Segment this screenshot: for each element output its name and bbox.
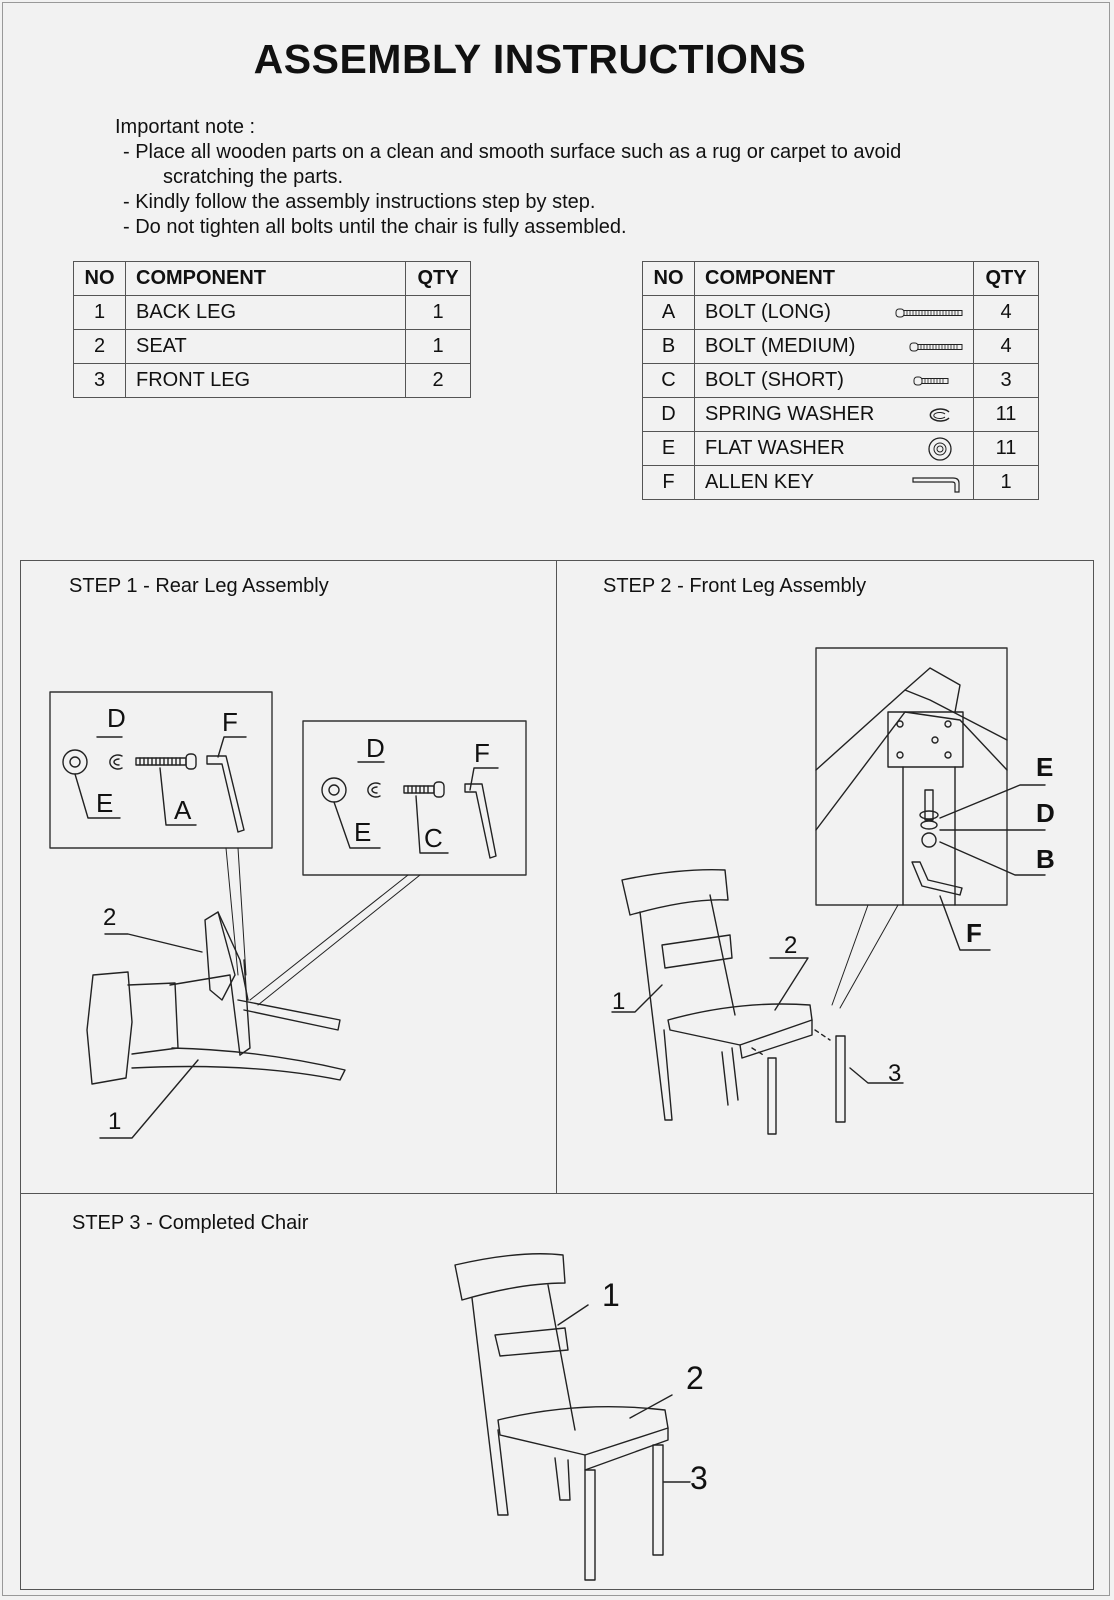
leader-line: [558, 1305, 588, 1325]
component-name: ALLEN KEY: [705, 471, 814, 493]
zoom-line: [832, 905, 898, 1008]
leader-line: [940, 842, 1045, 875]
step2-title: STEP 2 - Front Leg Assembly: [603, 575, 867, 597]
label-d: D: [1036, 798, 1055, 828]
label-f: F: [222, 707, 238, 737]
cell-component: BACK LEG: [126, 296, 406, 330]
cell-component: SEAT: [126, 330, 406, 364]
note-line: scratching the parts.: [163, 166, 344, 188]
cell-no: 2: [74, 330, 126, 364]
step2-chair-illustration: [622, 870, 845, 1134]
cell-no: 3: [74, 364, 126, 398]
label-part-3: 3: [690, 1460, 708, 1496]
cell-qty: 11: [974, 432, 1039, 466]
leader-line: [940, 896, 990, 950]
leader-line: [940, 785, 1045, 818]
note-line: - Place all wooden parts on a clean and smooth surface such as a rug or carpet to avoid: [123, 141, 902, 163]
cell-qty: 1: [406, 330, 471, 364]
step1-chair-illustration: [87, 848, 420, 1084]
label-c: C: [424, 823, 443, 853]
cell-qty: 1: [406, 296, 471, 330]
label-part-3: 3: [888, 1060, 902, 1087]
cell-no: C: [643, 364, 695, 398]
label-d: D: [366, 733, 385, 763]
flat-washer-icon: [322, 778, 346, 802]
header-component: COMPONENT: [126, 262, 406, 296]
header-no: NO: [643, 262, 695, 296]
step1-detail-box-right: [303, 721, 526, 875]
leader-line: [218, 737, 246, 757]
label-part-1: 1: [612, 988, 626, 1015]
spring-washer-icon: [368, 783, 380, 797]
cell-qty: 2: [406, 364, 471, 398]
spring-washer-icon: [110, 755, 122, 769]
label-e: E: [354, 817, 372, 847]
leader-line: [470, 768, 498, 790]
label-e: E: [96, 788, 114, 818]
allen-key-icon: [207, 756, 244, 832]
cell-qty: 3: [974, 364, 1039, 398]
label-part-1: 1: [108, 1108, 122, 1135]
label-e: E: [1036, 752, 1054, 782]
cell-qty: 11: [974, 398, 1039, 432]
step2-detail-box: [816, 648, 1045, 950]
leader-line: [105, 934, 202, 952]
label-f: F: [966, 918, 982, 948]
component-name: SPRING WASHER: [705, 403, 875, 425]
cell-no: B: [643, 330, 695, 364]
cell-qty: 4: [974, 330, 1039, 364]
label-part-2: 2: [784, 932, 798, 959]
step3-chair-illustration: [455, 1254, 668, 1580]
cell-no: F: [643, 466, 695, 500]
page-title: ASSEMBLY INSTRUCTIONS: [253, 36, 807, 82]
component-name: FLAT WASHER: [705, 437, 845, 459]
step1-detail-box-left: [50, 692, 272, 848]
cell-component: FRONT LEG: [126, 364, 406, 398]
label-b: B: [1036, 844, 1055, 874]
label-f: F: [474, 738, 490, 768]
header-qty: QTY: [974, 262, 1039, 296]
header-no: NO: [74, 262, 126, 296]
header-qty: QTY: [406, 262, 471, 296]
note-line: - Kindly follow the assembly instructions step by step.: [123, 191, 596, 213]
label-part-2: 2: [686, 1360, 704, 1396]
flat-washer-icon: [63, 750, 87, 774]
short-bolt-icon: [404, 782, 444, 797]
label-part-2: 2: [103, 904, 117, 931]
component-name: BOLT (MEDIUM): [705, 335, 856, 357]
label-part-1: 1: [602, 1277, 620, 1313]
cell-no: 1: [74, 296, 126, 330]
allen-key-icon: [465, 784, 496, 858]
leader-line: [770, 958, 808, 1010]
header-component: COMPONENT: [695, 262, 974, 296]
cell-no: E: [643, 432, 695, 466]
cell-qty: 1: [974, 466, 1039, 500]
cell-no: A: [643, 296, 695, 330]
note-heading: Important note :: [115, 116, 256, 138]
step1-title: STEP 1 - Rear Leg Assembly: [69, 575, 329, 597]
step3-title: STEP 3 - Completed Chair: [72, 1212, 309, 1234]
note-line: - Do not tighten all bolts until the chair is fully assembled.: [123, 216, 627, 238]
cell-no: D: [643, 398, 695, 432]
label-d: D: [107, 703, 126, 733]
long-bolt-icon: [136, 754, 196, 769]
component-name: BOLT (LONG): [705, 301, 831, 323]
label-a: A: [174, 795, 192, 825]
cell-qty: 4: [974, 296, 1039, 330]
bolt-exploded-icon: [920, 790, 938, 847]
component-name: BOLT (SHORT): [705, 369, 844, 391]
